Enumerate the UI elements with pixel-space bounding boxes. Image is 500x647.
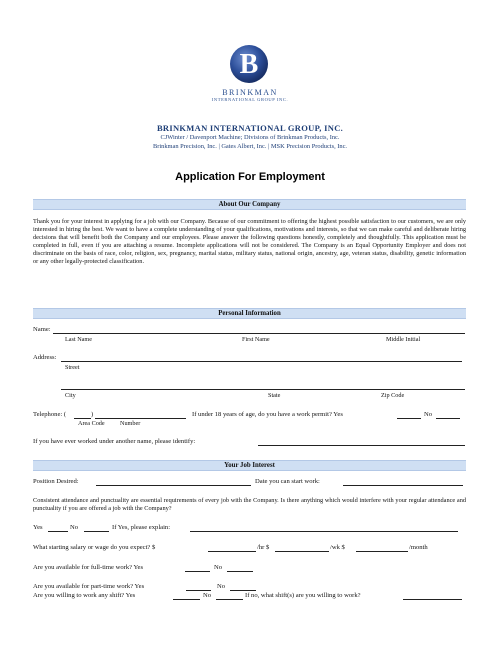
explain-label: If Yes, please explain: [112, 524, 171, 531]
other-name-field[interactable] [258, 445, 465, 446]
attendance-no-field[interactable] [84, 531, 109, 532]
first-name-label: First Name [242, 336, 270, 343]
state-label: State [268, 392, 281, 399]
part-time-no-label: No [217, 583, 226, 590]
part-time-question: Are you available for part-time work? Yes [33, 583, 145, 590]
which-shift-field[interactable] [403, 599, 462, 600]
explain-field[interactable] [190, 531, 458, 532]
part-time-yes-field[interactable] [186, 590, 211, 591]
area-code-label: Area Code [78, 420, 105, 427]
middle-initial-label: Middle Initial [386, 336, 421, 343]
start-date-field[interactable] [343, 485, 463, 486]
salary-hr-label: /hr $ [257, 544, 270, 551]
full-time-no-field[interactable] [227, 571, 253, 572]
full-time-question: Are you available for full-time work? Yes [33, 564, 144, 571]
svg-text:B: B [239, 49, 259, 80]
part-time-no-field[interactable] [230, 590, 256, 591]
about-paragraph: Thank you for your interest in applying for a job with our Company. Because of our commitment to offering the highest possible satisfaction to our customers, we are only interested in hiring the best. We want to have a complete understanding of your qualifications, motivations and interests, so that we can make careful and deliberate hiring decisions that will benefit both the Company and our employees. Please answer the following questions honestly, completely and thoughtfully. This application must be completed in full, even if you are attaching a resume. Incomplete applications will not be considered. The Company is an Equal Opportunity Employer and does not discriminate on the basis of race, color, religion, sex, pregnancy, marital status, military status, national origin, ancestry, age, veteran status, disability, genetic information or any other legally-protected classification. [33, 218, 466, 265]
city-state-zip-field[interactable] [61, 389, 465, 390]
name-label: Name: [33, 326, 51, 333]
full-time-yes-field[interactable] [185, 571, 210, 572]
any-shift-yes-field[interactable] [173, 599, 200, 600]
attendance-yes-label: Yes [33, 524, 43, 531]
salary-hourly-field[interactable] [208, 551, 256, 552]
work-permit-no-label: No [424, 411, 433, 418]
start-date-label: Date you can start work: [255, 478, 320, 485]
attendance-question: Consistent attendance and punctuality are essential requirements of every job with the Company. Is there anything which would interfere with your regular attendance and punctuality if you are offered a job with the Company? [33, 497, 466, 512]
phone-number-field[interactable] [95, 418, 186, 419]
any-shift-question: Are you willing to work any shift? Yes [33, 592, 136, 599]
area-code-field[interactable] [74, 418, 91, 419]
company-name: BRINKMAN INTERNATIONAL GROUP, INC. [156, 123, 344, 133]
section-about: About Our Company [33, 199, 466, 210]
attendance-no-label: No [70, 524, 79, 531]
other-name-label: If you have ever worked under another name, please identify: [33, 438, 196, 445]
street-field[interactable] [61, 361, 462, 362]
any-shift-no-field[interactable] [216, 599, 243, 600]
work-permit-question: If under 18 years of age, do you have a work permit? Yes [192, 411, 343, 418]
last-name-label: Last Name [65, 336, 92, 343]
salary-month-label: /month [409, 544, 428, 551]
section-job-interest: Your Job Interest [33, 460, 466, 471]
work-permit-yes-field[interactable] [397, 418, 421, 419]
work-permit-no-field[interactable] [436, 418, 460, 419]
telephone-label: Telephone: ( [33, 411, 67, 418]
position-desired-field[interactable] [96, 485, 251, 486]
salary-wk-label: /wk $ [330, 544, 345, 551]
zip-label: Zip Code [381, 392, 405, 399]
salary-monthly-field[interactable] [356, 551, 408, 552]
street-label: Street [65, 364, 80, 371]
full-time-no-label: No [214, 564, 223, 571]
page-title: Application For Employment [175, 171, 325, 183]
number-label: Number [120, 420, 141, 427]
section-personal: Personal Information [33, 308, 466, 319]
name-field[interactable] [53, 333, 465, 334]
attendance-yes-field[interactable] [48, 531, 68, 532]
divisions-line-1: CJWinter / Davenport Machine; Divisions of Brinkman Products, Inc. [160, 134, 340, 141]
salary-weekly-field[interactable] [275, 551, 329, 552]
telephone-paren-close: ) [91, 411, 94, 418]
city-label: City [65, 392, 76, 399]
divisions-line-2: Brinkman Precision, Inc. | Gates Albert, Inc. | MSK Precision Products, Inc. [152, 143, 348, 150]
position-desired-label: Position Desired: [33, 478, 79, 485]
logo-subtitle: INTERNATIONAL GROUP INC. [211, 97, 289, 102]
brinkman-logo-icon [229, 44, 269, 84]
any-shift-no-label: No [203, 592, 212, 599]
logo-name: BRINKMAN [222, 88, 278, 97]
address-label: Address: [33, 354, 57, 361]
salary-label: What starting salary or wage do you expect? $ [33, 544, 156, 551]
which-shift-label: If no, what shift(s) are you willing to work? [245, 592, 361, 599]
